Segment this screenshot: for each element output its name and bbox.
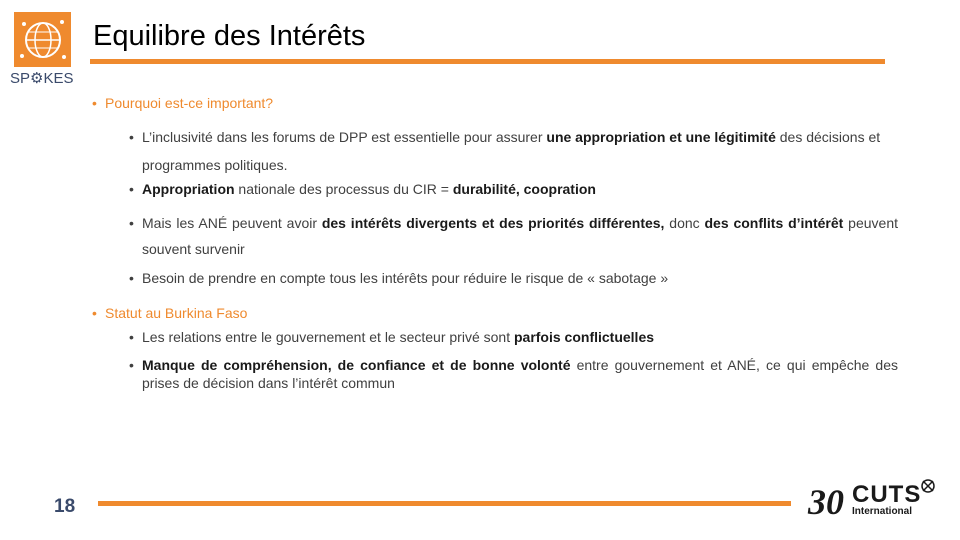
bullet-icon: • (129, 270, 134, 286)
anniversary-mark: 30 (808, 482, 844, 520)
section-heading-importance: • Pourquoi est-ce important? (105, 94, 273, 114)
title-divider (90, 59, 885, 64)
bullet-icon: • (129, 129, 134, 145)
list-item: • Les relations entre le gouvernement et le secteur privé sont parfois conflictuelles (142, 328, 654, 348)
page-number: 18 (54, 496, 76, 517)
list-item: • L’inclusivité dans les forums de DPP est essentielle pour assurer une appropriation et une légitimité des décisions et programmes politiques. (142, 123, 898, 179)
list-item: • Mais les ANÉ peuvent avoir des intérêts divergents et des priorités différentes, donc des conflits d’intérêt peuvent souvent survenir (142, 210, 898, 262)
bullet-icon: • (129, 215, 134, 231)
spokes-logo (14, 12, 71, 67)
footer-divider (98, 501, 791, 506)
bullet-icon: • (129, 357, 134, 373)
spokes-wordmark: SP⚙KES (10, 70, 74, 87)
section-heading-burkina-faso: • Statut au Burkina Faso (105, 304, 247, 324)
cuts-subtitle: International (852, 506, 913, 517)
bullet-icon: • (92, 305, 97, 321)
bullet-icon: • (129, 329, 134, 345)
bullet-icon: • (92, 95, 97, 111)
globe-logo-icon (14, 12, 71, 67)
bullet-icon: • (129, 181, 134, 197)
list-item: • Besoin de prendre en compte tous les intérêts pour réduire le risque de « sabotage » (142, 269, 668, 289)
cuts-wordmark: CUTS (852, 481, 922, 508)
slide-title: Equilibre des Intérêts (93, 20, 366, 52)
list-item: • Manque de compréhension, de confiance et de bonne volonté entre gouvernement et ANÉ, ce qui empêche des prises de décision dans l’intérêt commun (129, 357, 898, 391)
list-item: • Appropriation nationale des processus du CIR = durabilité, coopration (142, 180, 596, 200)
